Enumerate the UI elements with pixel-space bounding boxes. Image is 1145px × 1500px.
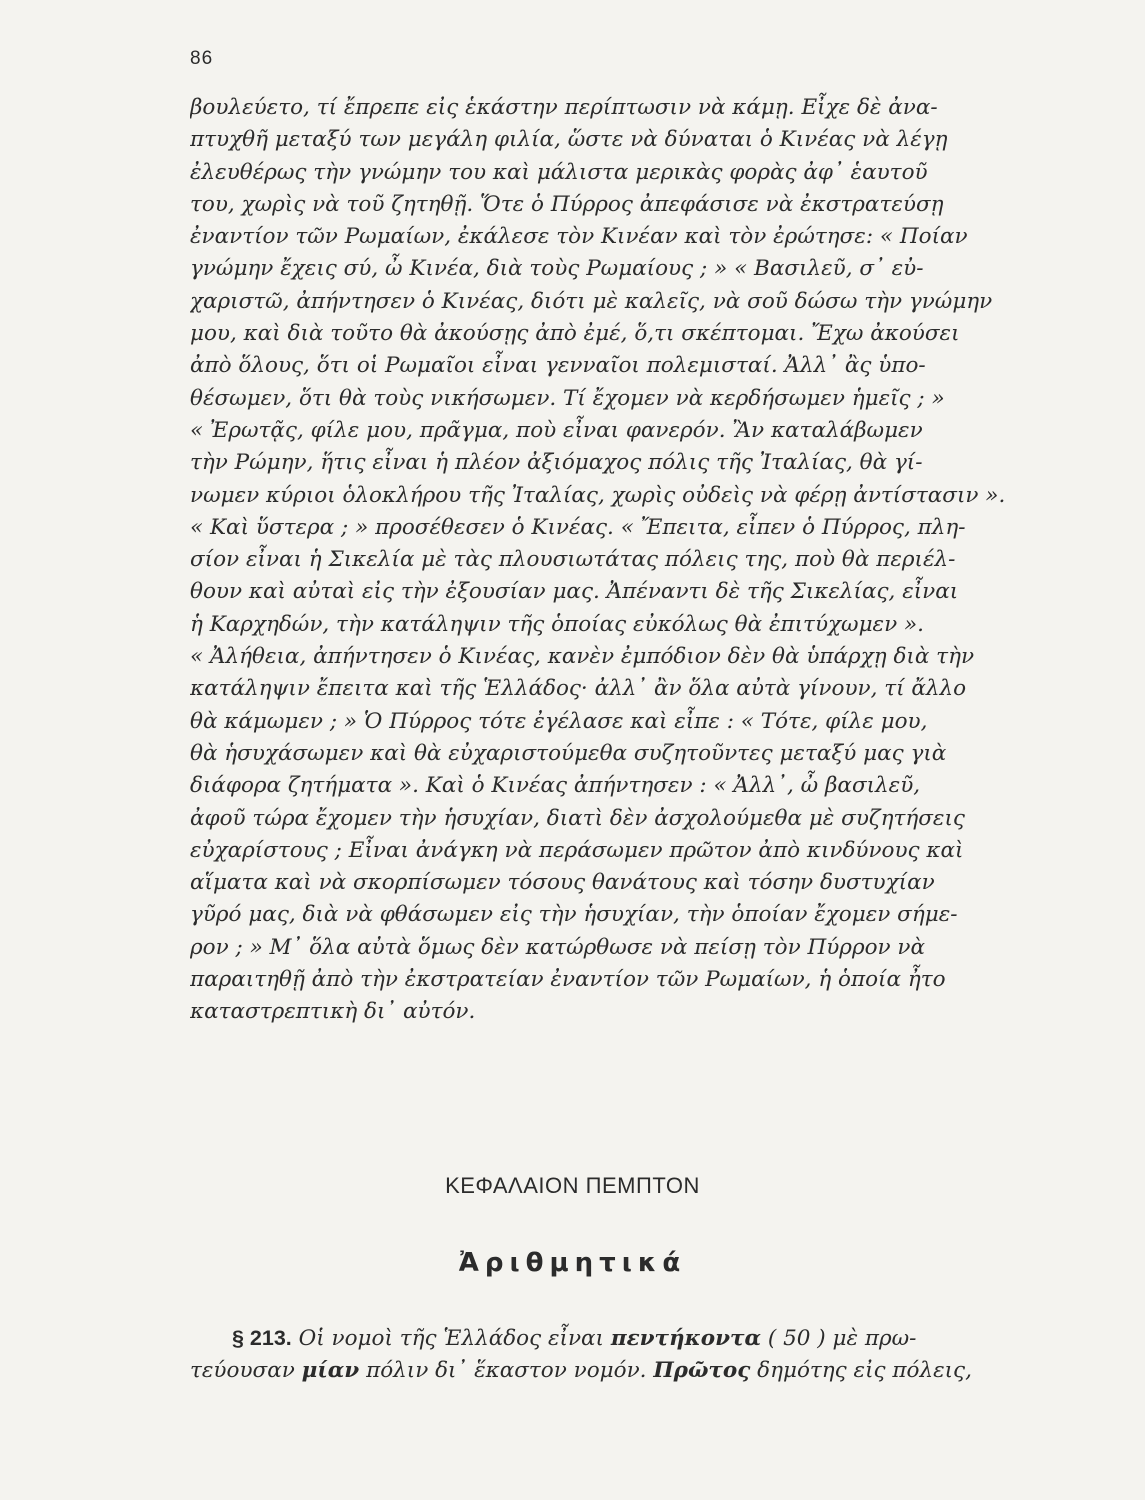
emphasized-text: πεντήκοντα [610,1326,762,1351]
text-line: γνώμην ἔχεις σύ, ὦ Κινέα, διὰ τοὺς Ρωμαίους ; » « Βασιλεῦ, σ᾽ εὐ- [190,256,924,282]
text-span: πόλιν δι᾽ ἕκαστον νομόν. [366,1358,647,1383]
text-line: « Καὶ ὕστερα ; » προσέθεσεν ὁ Κινέας. « Ἔπειτα, εἶπεν ὁ Πύρρος, πλη- [190,514,966,540]
text-span: ( 50 ) μὲ πρω- [767,1326,917,1351]
text-line: κατάληψιν ἔπειτα καὶ τῆς Ἑλλάδος· ἀλλ᾽ ἂν ὅλα αὐτὰ γίνουν, τί ἄλλο [190,676,967,702]
text-line: πτυχθῆ μεταξύ των μεγάλη φιλία, ὥστε νὰ δύναται ὁ Κινέας νὰ λέγῃ [190,127,948,153]
text-line: νωμεν κύριοι ὁλοκλήρου τῆς Ἰταλίας, χωρὶς οὐδεὶς νὰ φέρῃ ἀντίστασιν ». [190,482,1006,508]
text-span: δημότης εἰς πόλεις, [757,1358,972,1383]
page-number: 86 [190,48,214,69]
text-line: ἀπὸ ὅλους, ὅτι οἱ Ρωμαῖοι εἶναι γενναῖοι πολεμισταί. Ἀλλ᾽ ἂς ὑπο- [190,353,926,379]
text-line: σίον εἶναι ἡ Σικελία μὲ τὰς πλουσιωτάτας πόλεις της, ποὺ θὰ περιέλ- [190,547,956,573]
text-line: παραιτηθῇ ἀπὸ τὴν ἐκστρατείαν ἐναντίον τῶν Ρωμαίων, ἡ ὁποία ἦτο [190,967,946,993]
emphasized-text: Πρῶτος [653,1358,751,1383]
text-line: διάφορα ζητήματα ». Καὶ ὁ Κινέας ἀπήντησεν : « Ἀλλ᾽, ὦ βασιλεῦ, [190,773,921,799]
text-line: αἵματα καὶ νὰ σκορπίσωμεν τόσους θανάτους καὶ τόσην δυστυχίαν [190,870,935,896]
text-line: θέσωμεν, ὅτι θὰ τοὺς νικήσωμεν. Τί ἔχομεν νὰ κερδήσωμεν ἡμεῖς ; » [190,385,945,411]
text-line: εὐχαρίστους ; Εἶναι ἀνάγκη νὰ περάσωμεν πρῶτον ἀπὸ κινδύνους καὶ [190,837,964,863]
story-text [190,92,1040,1029]
text-line: βουλεύετο, τί ἔπρεπε εἰς ἑκάστην περίπτωσιν νὰ κάμῃ. Εἶχε δὲ ἀνα- [190,95,938,120]
text-line: « Ἀλήθεια, ἀπήντησεν ὁ Κινέας, κανὲν ἐμπόδιον δὲν θὰ ὑπάρχῃ διὰ τὴν [190,644,975,670]
text-line: του, χωρὶς νὰ τοῦ ζητηθῇ. Ὅτε ὁ Πύρρος ἀπεφάσισε νὰ ἐκστρατεύσῃ [190,191,944,217]
text-line: ἐναντίον τῶν Ρωμαίων, ἐκάλεσε τὸν Κινέαν καὶ τὸν ἐρώτησε: « Ποίαν [190,224,968,250]
text-line: θουν καὶ αὐταὶ εἰς τὴν ἐξουσίαν μας. Ἀπέναντι δὲ τῆς Σικελίας, εἶναι [190,579,959,605]
section-paragraph [190,1322,1052,1387]
section-title: Ἀριθμητικά [458,1248,687,1278]
text-line: ρον ; » Μ᾽ ὅλα αὐτὰ ὅμως δὲν κατώρθωσε νὰ πείσῃ τὸν Πύρρον νὰ [190,934,926,960]
text-line: θὰ κάμωμεν ; » Ὁ Πύρρος τότε ἐγέλασε καὶ εἶπε : « Τότε, φίλε μου, [190,708,928,734]
text-line: γῦρό μας, διὰ νὰ φθάσωμεν εἰς τὴν ἡσυχίαν, τὴν ὁποίαν ἔχομεν σήμε- [190,902,958,928]
text-span: τεύουσαν [190,1358,295,1383]
text-line: καταστρεπτικὴ δι᾽ αὐτόν. [190,999,476,1025]
emphasized-text: μίαν [301,1358,360,1383]
text-line: ἡ Καρχηδών, τὴν κατάληψιν τῆς ὁποίας εὐκόλως θὰ ἐπιτύχωμεν ». [190,611,924,637]
text-line: μου, καὶ διὰ τοῦτο θὰ ἀκούσῃς ἀπὸ ἐμέ, ὅ,τι σκέπτομαι. Ἔχω ἀκούσει [190,321,960,347]
text-line: ἐλευθέρως τὴν γνώμην του καὶ μάλιστα μερικὰς φορὰς ἀφ᾽ ἑαυτοῦ [190,159,928,185]
paragraph-line [232,1322,1052,1355]
text-line: θὰ ἡσυχάσωμεν καὶ θὰ εὐχαριστούμεθα συζητοῦντες μεταξύ μας γιὰ [190,740,947,766]
text-line: χαριστῶ, ἀπήντησεν ὁ Κινέας, διότι μὲ καλεῖς, νὰ σοῦ δώσω τὴν γνώμην [190,288,993,314]
text-line: ἀφοῦ τώρα ἔχομεν τὴν ἡσυχίαν, διατὶ δὲν ἀσχολούμεθα μὲ συζητήσεις [190,805,965,831]
chapter-heading: ΚΕΦΑΛΑΙΟΝ ΠΕΜΠΤΟΝ [445,1173,700,1198]
text-line: τὴν Ρώμην, ἥτις εἶναι ἡ πλέον ἀξιόμαχος πόλις τῆς Ἰταλίας, θὰ γί- [190,450,923,476]
section-number: § 213. [232,1326,292,1350]
text-span: Οἱ νομοὶ τῆς Ἑλλάδος εἶναι [298,1326,604,1351]
paragraph-line [190,1355,1052,1387]
text-line: « Ἐρωτᾷς, φίλε μου, πρᾶγμα, ποὺ εἶναι φανερόν. Ἂν καταλάβωμεν [190,417,923,443]
